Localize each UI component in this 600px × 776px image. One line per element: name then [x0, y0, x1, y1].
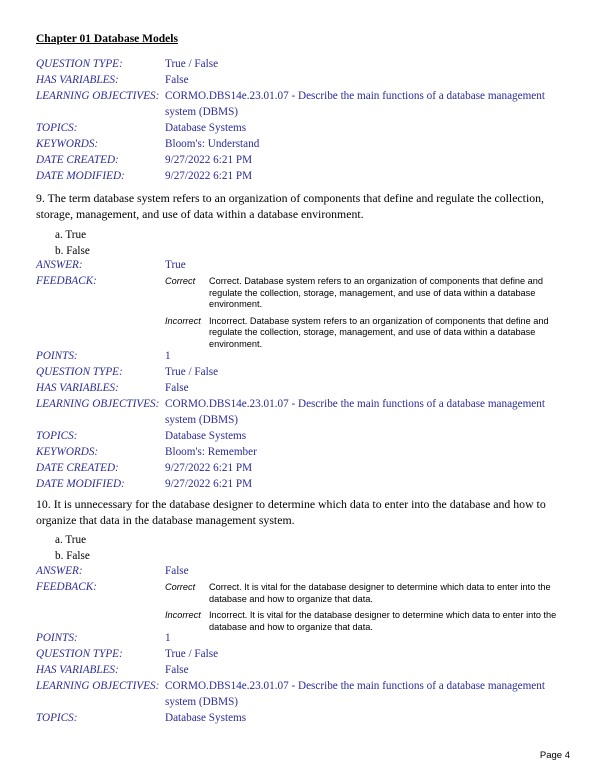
meta-row: TOPICS: Database Systems: [36, 122, 247, 134]
meta-row: POINTS: 1: [36, 632, 171, 644]
feedback-row: FEEDBACK: Correct Correct. It is vital for the database designer to determine which data to enter into the database and how to organize that data. Incorrect Incorrect. It is vital for the database designer to determine which data to enter into the database and how to organize that data.: [36, 579, 576, 638]
meta-row: DATE MODIFIED: 9/27/2022 6:21 PM: [36, 170, 253, 182]
feedback-correct: Correct Correct. Database system refers to an organization of components that define and regulate the collection, storage, management, and use of data within a database environment.: [165, 276, 543, 310]
meta-row: HAS VARIABLES: False: [36, 664, 189, 676]
meta-row: QUESTION TYPE: True / False: [36, 648, 219, 660]
meta-row: LEARNING OBJECTIVES: CORMO.DBS14e.23.01.07 - Describe the main functions of a database management system (DBMS): [36, 680, 545, 708]
choice-b: b. False: [55, 244, 90, 257]
meta-row: HAS VARIABLES: False: [36, 382, 189, 394]
choice-a: a. True: [55, 534, 87, 546]
meta-row: DATE CREATED: 9/27/2022 6:21 PM: [36, 154, 253, 166]
meta-row: QUESTION TYPE: True / False: [36, 366, 219, 378]
question-9-meta: [36, 348, 576, 492]
prev-question-meta: [36, 56, 576, 184]
question-9-text: 9. The term database system refers to an organization of components that define and regulate the collection, storage, management, and use of data within a database environment.: [36, 191, 544, 221]
meta-row: DATE CREATED: 9/27/2022 6:21 PM: [36, 462, 253, 474]
answer-row: ANSWER: False: [36, 565, 189, 577]
meta-row: KEYWORDS: Bloom's: Understand: [36, 138, 260, 150]
meta-row: QUESTION TYPE: True / False: [36, 58, 219, 70]
question-9-choices: [55, 228, 90, 259]
page-number: Page 4: [539, 750, 570, 761]
answer-row: ANSWER: True: [36, 259, 186, 271]
meta-row: KEYWORDS: Bloom's: Remember: [36, 446, 257, 458]
meta-row: HAS VARIABLES: False: [36, 74, 189, 86]
choice-b: b. False: [55, 549, 90, 562]
feedback-incorrect: Incorrect Incorrect. Database system refers to an organization of components that define and regulate the collection, storage, management, and use of data within a database environment.: [165, 315, 549, 349]
chapter-heading: Chapter 01 Database Models: [36, 33, 178, 45]
feedback-row: FEEDBACK: Correct Correct. Database system refers to an organization of components that define and regulate the collection, storage, management, and use of data within a database environment. Incorrect Incorrect. Database system refers to an organization of components that define and regulate the collection, storage, management, and use of data within a database environment.: [36, 273, 576, 356]
meta-row: LEARNING OBJECTIVES: CORMO.DBS14e.23.01.07 - Describe the main functions of a database management system (DBMS): [36, 90, 545, 118]
question-10-choices: [55, 533, 90, 564]
meta-row: DATE MODIFIED: 9/27/2022 6:21 PM: [36, 478, 253, 490]
meta-row: POINTS: 1: [36, 350, 171, 362]
question-10-text: 10. It is unnecessary for the database designer to determine which data to enter into the database and how to organize that data in the database management system.: [36, 497, 546, 527]
meta-row: TOPICS: Database Systems: [36, 712, 247, 724]
feedback-correct: Correct Correct. It is vital for the database designer to determine which data to enter into the database and how to organize that data.: [165, 582, 551, 604]
feedback-incorrect: Incorrect Incorrect. It is vital for the database designer to determine which data to enter into the database and how to organize that data.: [165, 610, 557, 632]
question-10-details: [36, 563, 576, 638]
meta-row: TOPICS: Database Systems: [36, 430, 247, 442]
question-9-details: [36, 257, 576, 356]
choice-a: a. True: [55, 229, 87, 241]
meta-row: LEARNING OBJECTIVES: CORMO.DBS14e.23.01.07 - Describe the main functions of a database management system (DBMS): [36, 398, 545, 426]
question-10-meta: [36, 630, 576, 726]
